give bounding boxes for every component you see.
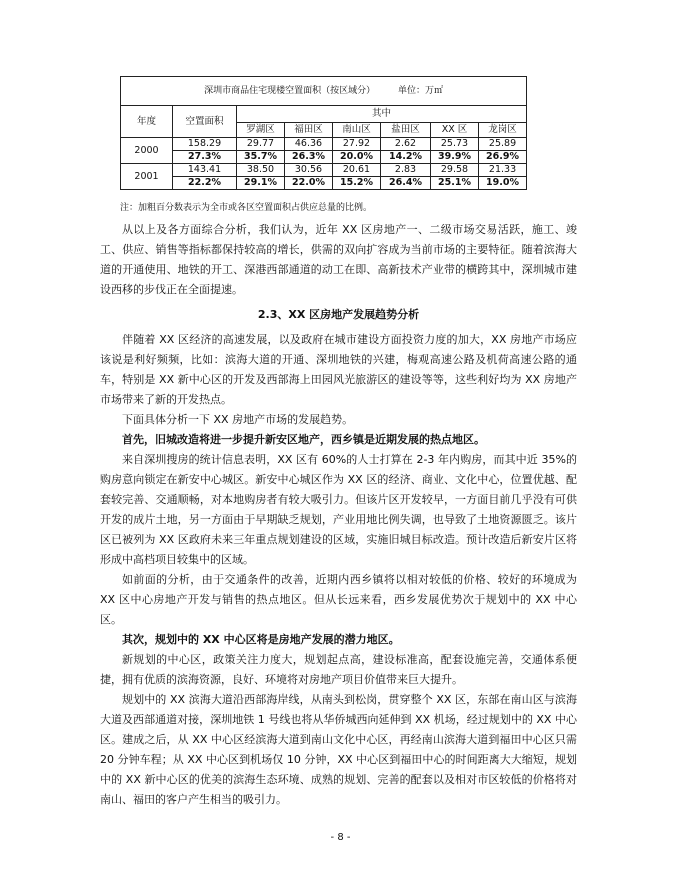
cell-total: 143.41	[173, 164, 237, 177]
paragraph: 伴随着 XX 区经济的高速发展，以及政府在城市建设方面投资力度的加大，XX 房地产市场应该说是利好频频，比如：滨海大道的开通、深圳地铁的兴建，梅观高速公路及机荷高速公路的通车，特别是 XX 新中心区的开发及西部海上田园风光旅游区的建设等等，这些利好均为 XX 房地产市场带来了新的开发热点。	[100, 333, 577, 406]
cell-value: 20.61	[333, 164, 381, 177]
cell-pct: 25.1%	[431, 177, 479, 190]
subheading: 其次，规划中的 XX 中心区将是房地产发展的潜力地区。	[122, 633, 400, 646]
cell-value: 46.36	[285, 138, 333, 151]
table-caption: 深圳市商品住宅现楼空置面积（按区域分） 单位：万㎡	[121, 77, 527, 106]
cell-value: 38.50	[237, 164, 285, 177]
cell-value: 27.92	[333, 138, 381, 151]
district-header: 罗湖区	[237, 123, 285, 138]
vacancy-table	[120, 76, 527, 190]
section-heading: 2.3、XX 区房地产发展趋势分析	[257, 308, 420, 321]
cell-pct: 29.1%	[237, 177, 285, 190]
table-row	[121, 177, 527, 190]
subheading: 首先，旧城改造将进一步提升新安区地产，西乡镇是近期发展的热点地区。	[122, 433, 485, 446]
cell-value: 2.83	[381, 164, 431, 177]
table-note: 注：加粗百分数表示为全市或各区空置面积占供应总量的比例。	[120, 203, 373, 213]
cell-pct: 15.2%	[333, 177, 381, 190]
cell-value: 30.56	[285, 164, 333, 177]
table-row	[121, 138, 527, 151]
cell-pct: 19.0%	[479, 177, 527, 190]
cell-pct: 14.2%	[381, 151, 431, 164]
paragraph: 新规划的中心区，政策关注力度大，规划起点高，建设标准高，配套设施完善，交通体系便捷，拥有优质的滨海资源，良好、环境将对房地产项目价值带来巨大提升。	[100, 653, 577, 686]
cell-value: 2.62	[381, 138, 431, 151]
cell-pct: 26.3%	[285, 151, 333, 164]
cell-value: 25.89	[479, 138, 527, 151]
paragraph: 下面具体分析一下 XX 房地产市场的发展趋势。	[122, 413, 354, 426]
header-among: 其中	[237, 106, 527, 123]
cell-pct: 39.9%	[431, 151, 479, 164]
cell-pct: 35.7%	[237, 151, 285, 164]
paragraph: 如前面的分析，由于交通条件的改善，近期内西乡镇将以相对较低的价格、较好的环境成为 XX 区中心房地产开发与销售的热点地区。但从长远来看，西乡发展优势次于规划中的 XX 中心区。	[100, 573, 577, 626]
paragraph: 从以上及各方面综合分析，我们认为，近年 XX 区房地产一、二级市场交易活跃，施工、竣工、供应、销售等指标都保持较高的增长，供需的双向扩容成为当前市场的主要特征。随着滨海大道的开通使用、地铁的开工、深港西部通道的动工在即、高新技术产业带的横跨其中，深圳城市建设西移的步伐正在全面提速。	[100, 223, 577, 296]
cell-total: 158.29	[173, 138, 237, 151]
cell-value: 29.77	[237, 138, 285, 151]
cell-total-pct: 27.3%	[173, 151, 237, 164]
page-number: - 8 -	[330, 832, 351, 843]
paragraph: 规划中的 XX 滨海大道沿西部海岸线，从南头到松岗，贯穿整个 XX 区，东部在南山区与滨海大道及西部通道对接，深圳地铁 1 号线也将从华侨城西向延伸到 XX 机场，经过规划中的 XX 中心区。建成之后，从 XX 中心区经滨海大道到南山文化中心区，再经南山滨海大道到福田中心区只需 20 分钟车程；从 XX 中心区到机场仅 10 分钟，XX 中心区到福田中心的时间距离大大缩短，规划中的 XX 新中心区的优美的滨海生态环境、成熟的规划、完善的配套以及相对市区较低的价格将对南山、福田的客户产生相当的吸引力。	[100, 693, 577, 806]
cell-total-pct: 22.2%	[173, 177, 237, 190]
district-header: XX 区	[431, 123, 479, 138]
cell-pct: 20.0%	[333, 151, 381, 164]
cell-pct: 26.4%	[381, 177, 431, 190]
district-header: 福田区	[285, 123, 333, 138]
district-header: 龙岗区	[479, 123, 527, 138]
table-row	[121, 164, 527, 177]
cell-pct: 22.0%	[285, 177, 333, 190]
paragraph: 来自深圳搜房的统计信息表明，XX 区有 60%的人士打算在 2-3 年内购房，而其中近 35%的购房意向锁定在新安中心城区。新安中心城区作为 XX 区的经济、商业、文化中心，位置优越、配套较完善、交通顺畅，对本地购房者有较大吸引力。但该片区开发较早，一方面目前几乎没有可供开发的成片土地，另一方面由于早期缺乏规划，产业用地比例失调，也导致了土地资源匮乏。该片区已被列为 XX 区政府未来三年重点规划建设的区域，实施旧城目标改造。预计改造后新安片区将形成中高档项目较集中的区域。	[100, 453, 577, 566]
district-header: 南山区	[333, 123, 381, 138]
header-year: 年度	[121, 106, 173, 138]
cell-value: 25.73	[431, 138, 479, 151]
row-year: 2000	[121, 138, 173, 164]
cell-value: 29.58	[431, 164, 479, 177]
district-header: 盐田区	[381, 123, 431, 138]
header-vacant-area: 空置面积	[173, 106, 237, 138]
cell-pct: 26.9%	[479, 151, 527, 164]
row-year: 2001	[121, 164, 173, 190]
table-row	[121, 151, 527, 164]
cell-value: 21.33	[479, 164, 527, 177]
